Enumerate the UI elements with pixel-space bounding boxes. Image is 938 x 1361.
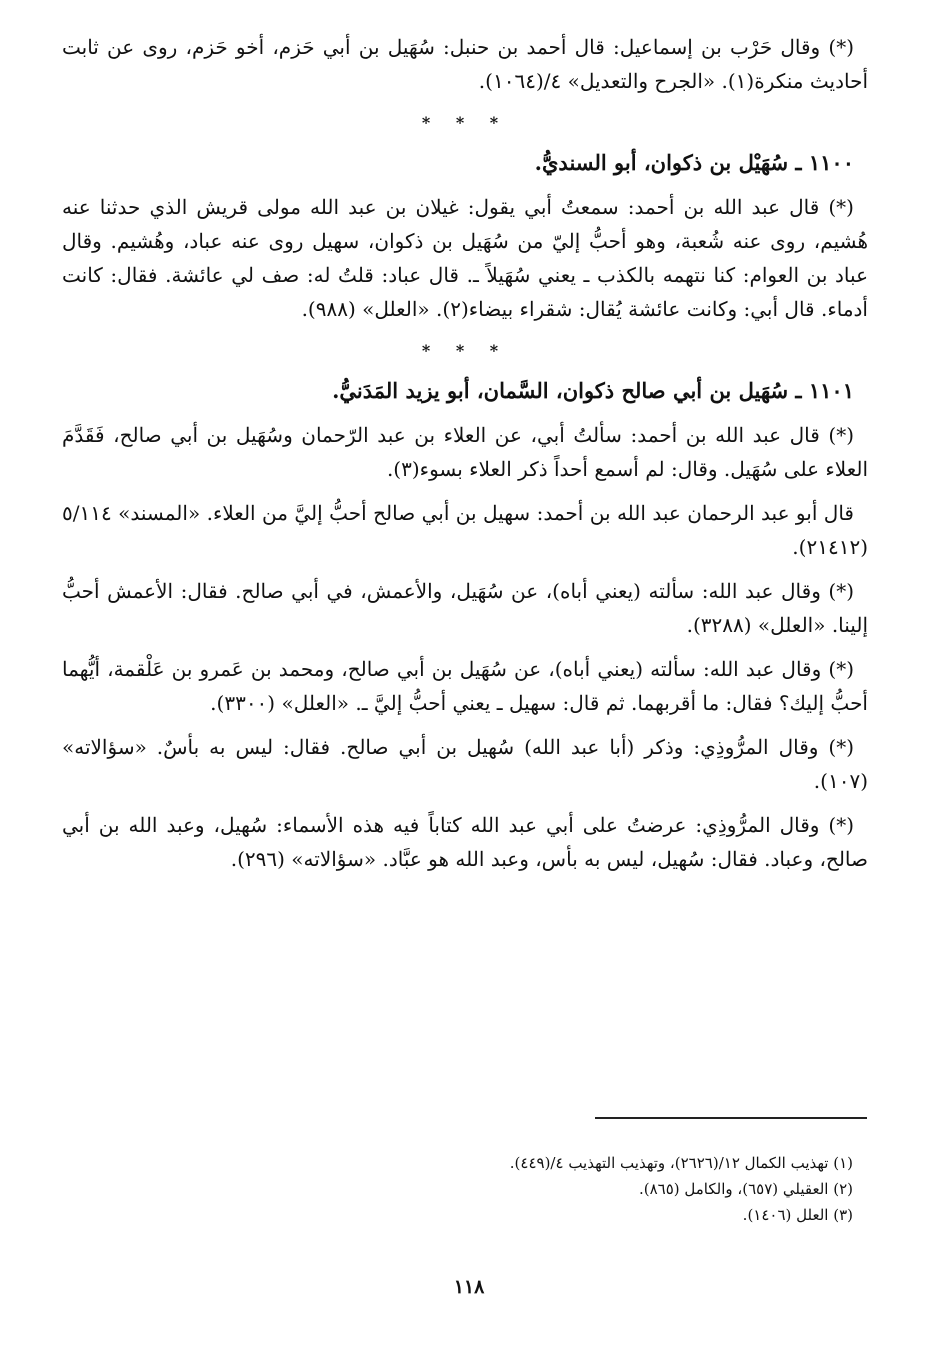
footnote-3: (٣) العلل (١٤٠٦). — [742, 1206, 853, 1224]
paragraph-ghaylan: (*) قال عبد الله بن أحمد: سمعتُ أبي يقول: غيلان بن عبد الله مولى قريش الذي حدثنا عنه هُشيم، روى عنه شُعبة، وهو أحبُّ إليّ من سُهَيل بن ذكوان، سهيل روى عنه عباد، وهُشيم. وقال عباد بن العوام: كنا نتهمه بالكذب ـ يعني سُهَيلاً ـ. قال عباد: قلتُ له: صف لي عائشة. فقال: كانت أدماء. قال أبي: وكانت عائشة يُقال: شقراء بيضاء(٢). «العلل» (٩٨٨). — [62, 195, 868, 321]
footnotes — [153, 1150, 853, 1228]
page-number: ١١٨ — [453, 1276, 485, 1298]
paragraph-marrudhi-2: (*) وقال المرُّوذِي: عرضتُ على أبي عبد الله كتاباً فيه هذه الأسماء: سُهيل، وعبد الله بن أبي صالح، وعباد. فقال: سُهيل، ليس به بأس، وعبد الله هو عبَّاد. «سؤالاته» (٢٩٦). — [62, 813, 868, 871]
entry-heading-1101: ١١٠١ ـ سُهَيل بن أبي صالح ذكوان، السَّمان، أبو يزيد المَدَنيُّ. — [332, 378, 854, 403]
footnote-1: (١) تهذيب الكمال ١٢/(٢٦٢٦)، وتهذيب التهذيب ٤/(٤٤٩). — [509, 1154, 853, 1172]
footnote-2: (٢) العقيلي (٦٥٧)، والكامل (٨٦٥). — [639, 1180, 853, 1198]
footnote-divider — [595, 1117, 867, 1119]
paragraph-ala: (*) قال عبد الله بن أحمد: سألتُ أبي، عن العلاء بن عبد الرّحمان وسُهَيل بن أبي صالح، فَقَدَّمَ العلاء على سُهَيل. وقال: لم أسمع أحداً ذكر العلاء بسوء(٣). — [62, 423, 868, 481]
paragraph-amash: (*) وقال عبد الله: سألته (يعني أباه)، عن سُهَيل، والأعمش، في أبي صالح. فقال: الأعمش أحبُّ إلينا. «العلل» (٣٢٨٨). — [62, 579, 868, 637]
section-separator: * * * — [421, 341, 509, 360]
section-separator: * * * — [421, 113, 509, 132]
page-body — [62, 30, 868, 886]
paragraph-musnad: قال أبو عبد الرحمان عبد الله بن أحمد: سهيل بن أبي صالح أحبُّ إليَّ من العلاء. «المسند» ٥/١١٤ (٢١٤١٢). — [62, 501, 868, 559]
paragraph-alqama: (*) وقال عبد الله: سألته (يعني أباه)، عن سُهَيل بن أبي صالح، ومحمد بن عَمرو بن عَلْقمة، أيُّهما أحبُّ إليك؟ فقال: ما أقربهما. ثم قال: سهيل ـ يعني أحبُّ إليَّ ـ. «العلل» (٣٣٠٠). — [62, 657, 868, 715]
entry-heading-1100: ١١٠٠ ـ سُهَيْل بن ذكوان، أبو السنديُّ. — [534, 150, 854, 175]
paragraph-marrudhi-1: (*) وقال المرُّوذِي: وذكر (أبا عبد الله) سُهيل بن أبي صالح. فقال: ليس به بأسٌ. «سؤالاته» (١٠٧). — [62, 735, 868, 793]
paragraph-hazm: (*) وقال حَرْب بن إسماعيل: قال أحمد بن حنبل: سُهَيل بن أبي حَزم، أخو حَزم، روى عن ثابت أحاديث منكرة(١). «الجرح والتعديل» ٤/(١٠٦٤). — [62, 35, 868, 93]
